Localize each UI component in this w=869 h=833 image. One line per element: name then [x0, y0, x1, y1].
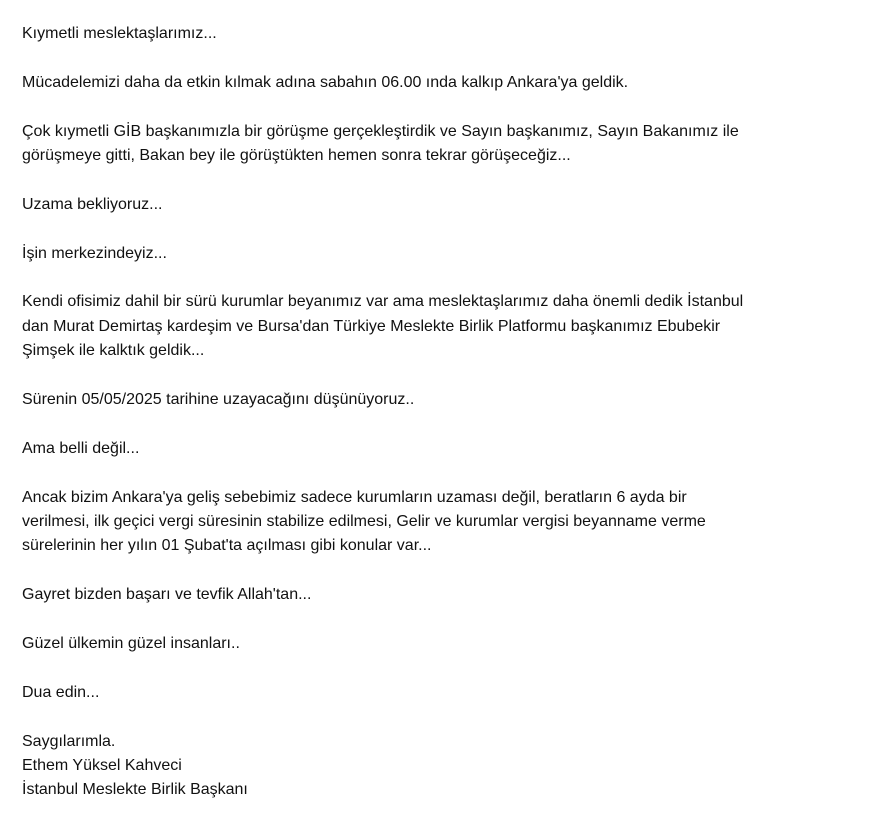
letter-body	[22, 22, 852, 803]
paragraph-people: Güzel ülkemin güzel insanları..	[22, 635, 240, 652]
signature-block	[22, 730, 852, 803]
paragraph-line: verilmesi, ilk geçici vergi süresinin stabilize edilmesi, Gelir ve kurumlar vergisi beyanname verme	[22, 513, 706, 530]
paragraph-line: dan Murat Demirtaş kardeşim ve Bursa'dan Türkiye Meslekte Birlik Platformu başkanımız Ebubekir	[22, 317, 721, 335]
paragraph-line: Ancak bizim Ankara'ya geliş sebebimiz sadece kurumların uzaması değil, beratların 6 ayda bir	[22, 488, 687, 506]
signer-name: Ethem Yüksel Kahveci	[22, 757, 182, 774]
signer-title: İstanbul Meslekte Birlik Başkanı	[22, 781, 248, 799]
paragraph-effort: Gayret bizden başarı ve tevfik Allah'tan...	[22, 586, 312, 604]
paragraph-arrival: Mücadelemizi daha da etkin kılmak adına sabahın 06.00 ında kalkıp Ankara'ya geldik.	[22, 73, 629, 91]
paragraph-travel	[22, 290, 852, 363]
paragraph-line: sürelerinin her yılın 01 Şubat'ta açılması gibi konular var...	[22, 537, 432, 555]
paragraph-expectation: Uzama bekliyoruz...	[22, 195, 163, 213]
paragraph-uncertain: Ama belli değil...	[22, 439, 140, 457]
paragraph-line: görüşmeye gitti, Bakan bey ile görüştükten hemen sonra tekrar görüşeceğiz...	[22, 147, 571, 164]
paragraph-center: İşin merkezindeyiz...	[22, 244, 167, 262]
paragraph-line: Çok kıymetli GİB başkanımızla bir görüşme gerçekleştirdik ve Sayın başkanımız, Sayın Bakanımız ile	[22, 122, 739, 140]
paragraph-line: Kendi ofisimiz dahil bir sürü kurumlar beyanımız var ama meslektaşlarımız daha önemli dedik İstanbul	[22, 293, 744, 311]
paragraph-prayer: Dua edin...	[22, 683, 100, 701]
paragraph-reasons	[22, 486, 852, 559]
paragraph-meeting	[22, 120, 852, 169]
paragraph-line: Şimşek ile kalktık geldik...	[22, 342, 205, 360]
greeting: Kıymetli meslektaşlarımız...	[22, 25, 217, 42]
paragraph-deadline: Sürenin 05/05/2025 tarihine uzayacağını düşünüyoruz..	[22, 391, 415, 408]
closing-text: Saygılarımla.	[22, 732, 116, 750]
